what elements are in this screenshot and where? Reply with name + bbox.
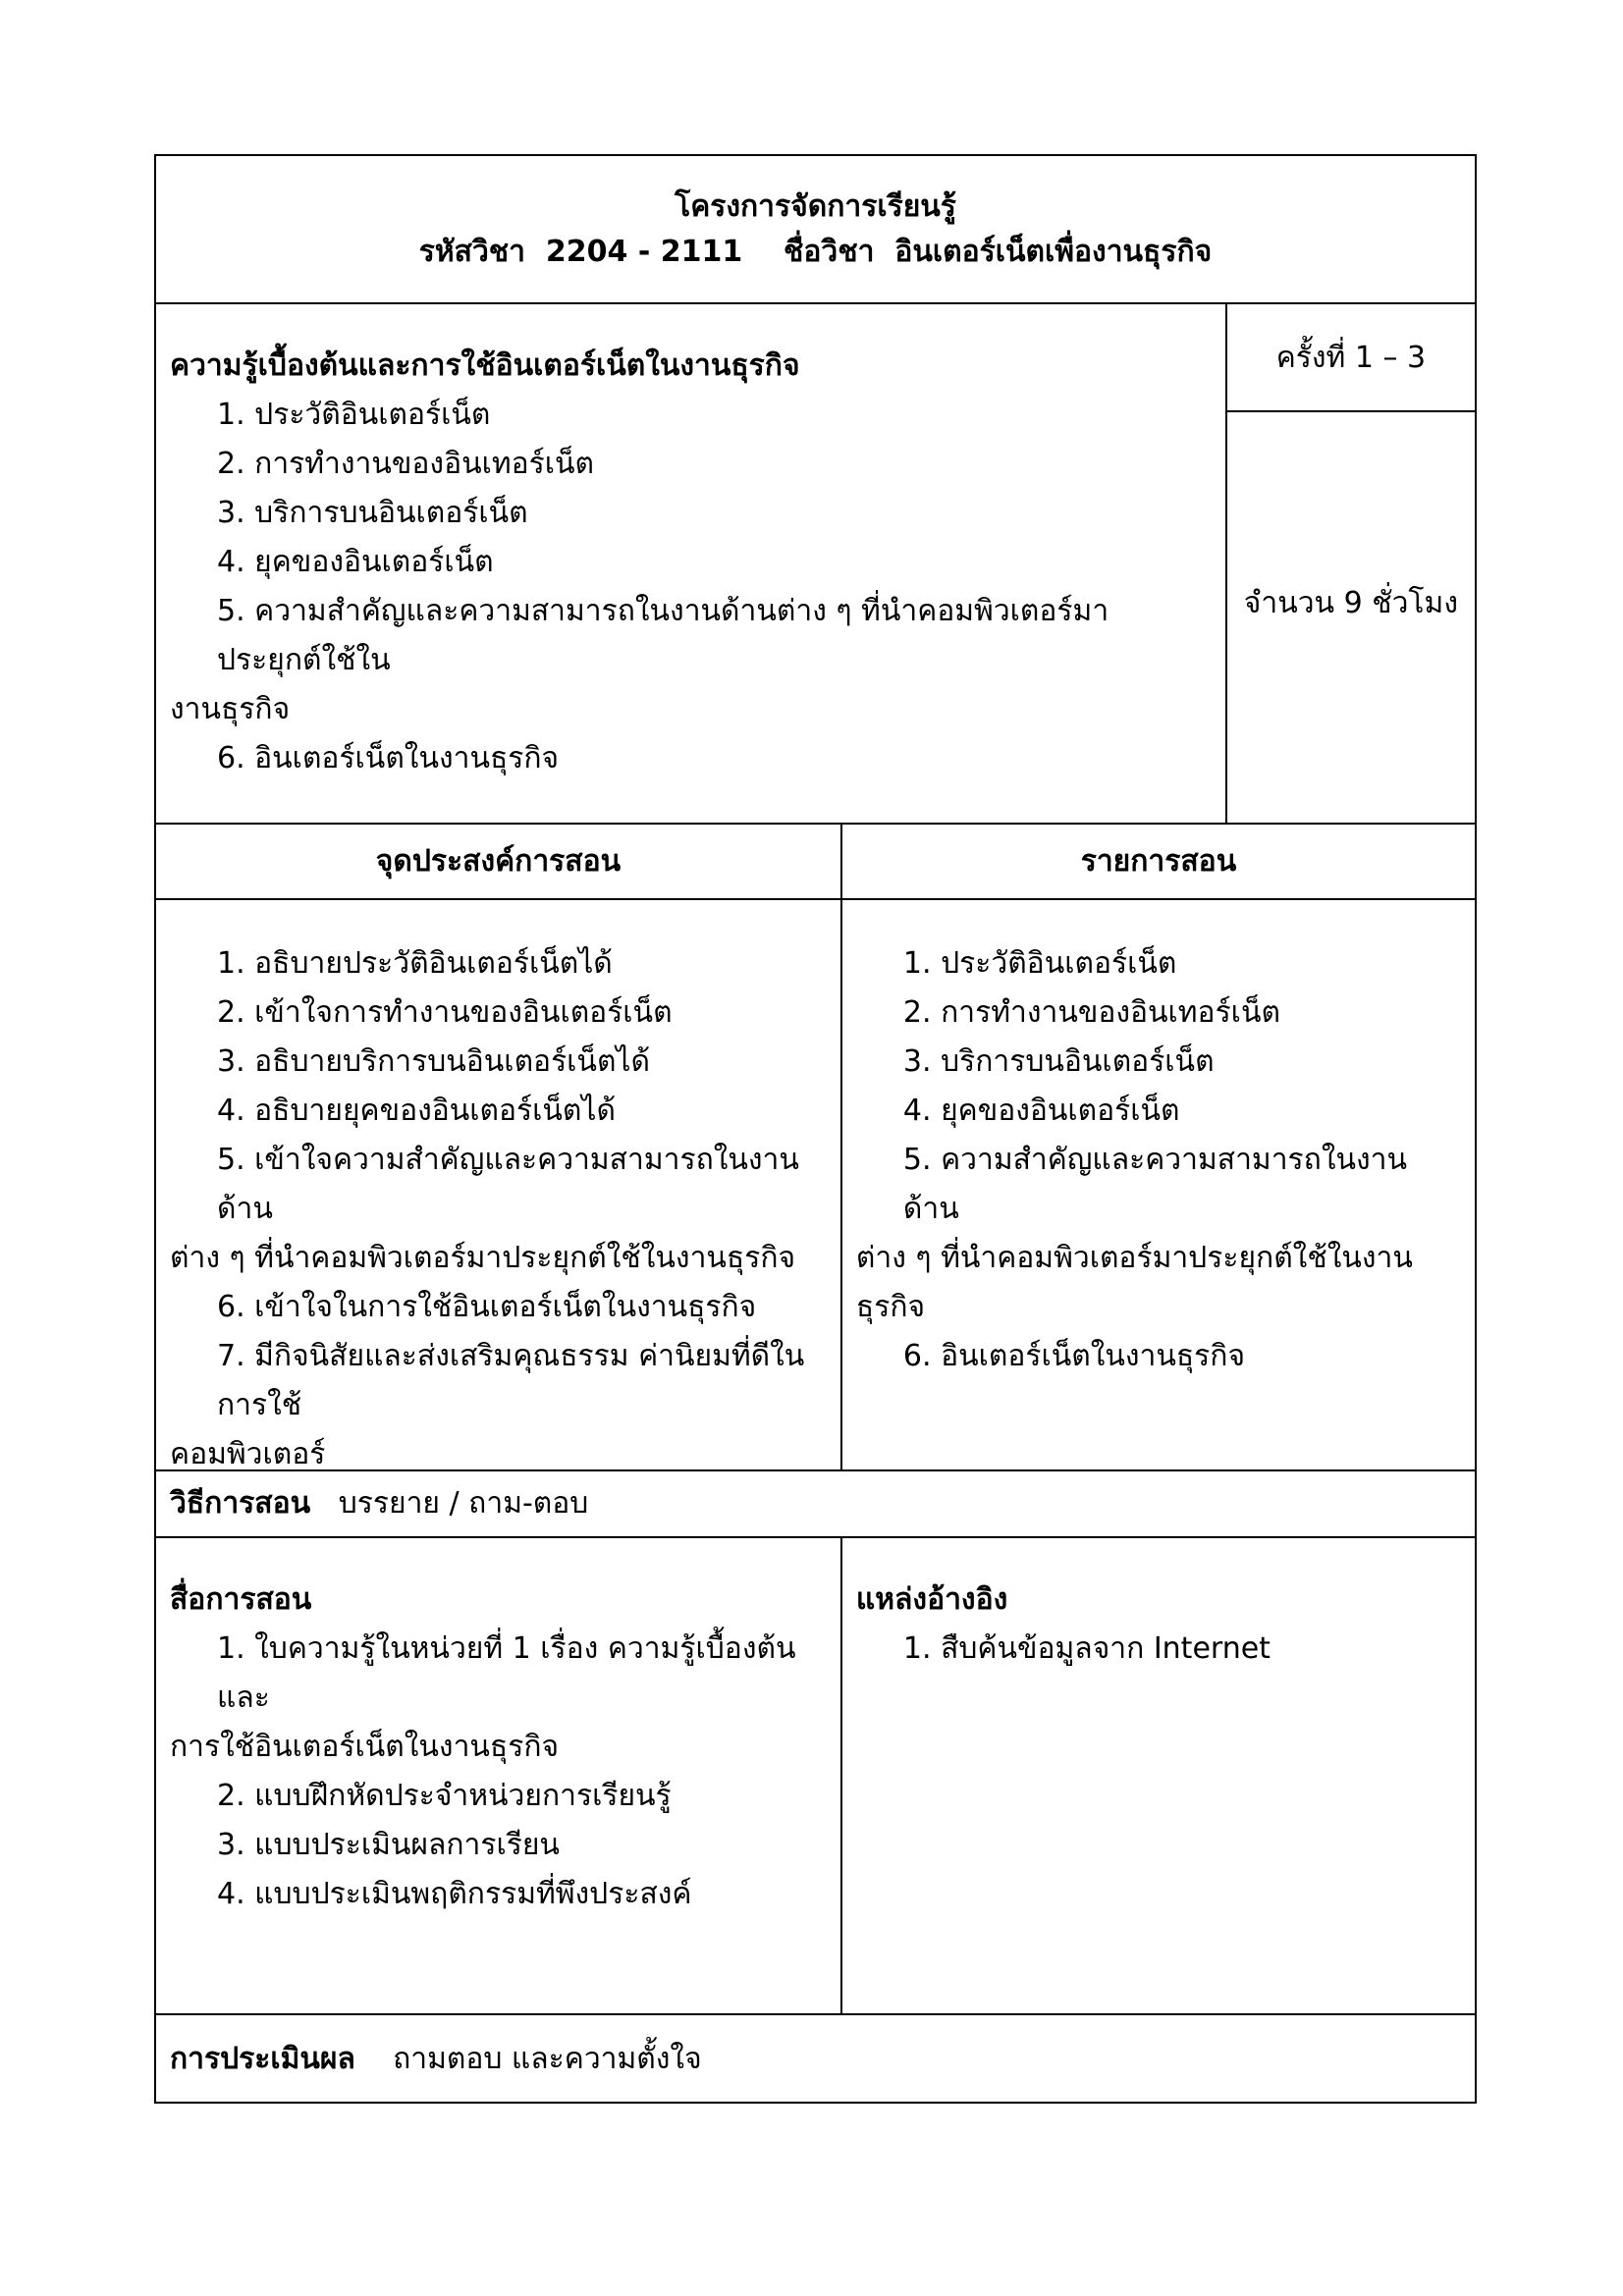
course-code: 2204 - 2111 — [545, 234, 743, 269]
objective-item: 3. อธิบายบริการบนอินเตอร์เน็ตได้ — [217, 1044, 650, 1079]
topic-item: 5. ความสำคัญและความสามารถในงานด้านต่าง ๆ ที่นำคอมพิวเตอร์มาประยุกต์ใช้ใน — [217, 594, 1109, 677]
objectives-heading-row — [156, 825, 1475, 900]
media-item-continuation: การใช้อินเตอร์เน็ตในงานธุรกิจ — [170, 1730, 560, 1764]
objective-item-continuation: คอมพิวเตอร์ — [170, 1437, 326, 1471]
objective-item-continuation: ต่าง ๆ ที่นำคอมพิวเตอร์มาประยุกต์ใช้ในงานธุรกิจ — [170, 1241, 796, 1275]
course-code-label: รหัสวิชา — [418, 234, 526, 269]
course-info-line — [419, 230, 1212, 275]
content-item: 4. ยุคของอินเตอร์เน็ต — [902, 1094, 1180, 1128]
document-title: โครงการจัดการเรียนรู้ — [675, 188, 956, 224]
topic-item: 6. อินเตอร์เน็ตในงานธุรกิจ — [217, 741, 560, 775]
topic-item: 4. ยุคของอินเตอร์เน็ต — [217, 545, 494, 579]
objectives-body-row — [156, 900, 1475, 1471]
content-item: 1. ประวัติอินเตอร์เน็ต — [902, 946, 1177, 981]
objective-item: 4. อธิบายยุคของอินเตอร์เน็ตได้ — [217, 1094, 616, 1128]
evaluation-value: ถามตอบ และความตั้งใจ — [393, 2041, 702, 2076]
contents-heading: รายการสอน — [1080, 844, 1237, 879]
references-heading: แหล่งอ้างอิง — [855, 1582, 1008, 1617]
content-item: 2. การทำงานของอินเทอร์เน็ต — [902, 995, 1280, 1030]
objective-item: 5. เข้าใจความสำคัญและความสามารถในงานด้าน — [217, 1143, 799, 1226]
objectives-list — [156, 900, 842, 1469]
topic-content — [156, 304, 1227, 823]
objective-item: 1. อธิบายประวัติอินเตอร์เน็ตได้ — [217, 946, 613, 981]
session-number: ครั้งที่ 1 – 3 — [1227, 304, 1475, 412]
topic-section — [156, 304, 1475, 825]
media-item: 3. แบบประเมินผลการเรียน — [217, 1828, 560, 1862]
topic-item: 1. ประวัติอินเตอร์เน็ต — [217, 398, 491, 432]
evaluation — [156, 2036, 716, 2082]
objectives-heading: จุดประสงค์การสอน — [156, 825, 842, 898]
teaching-method-value: บรรยาย / ถาม-ตอบ — [338, 1486, 589, 1521]
objective-item: 7. มีกิจนิสัยและส่งเสริมคุณธรรม ค่านิยมที่ดีในการใช้ — [217, 1339, 805, 1422]
teaching-method-row — [156, 1471, 1475, 1538]
content-item: 3. บริการบนอินเตอร์เน็ต — [902, 1044, 1215, 1079]
media-heading: สื่อการสอน — [170, 1582, 312, 1617]
teaching-method-label: วิธีการสอน — [170, 1486, 311, 1521]
hours-count: จำนวน 9 ชั่วโมง — [1243, 585, 1458, 620]
media-item: 1. ใบความรู้ในหน่วยที่ 1 เรื่อง ความรู้เบื้องต้นและ — [217, 1631, 796, 1715]
references — [842, 1538, 1475, 2013]
objective-item: 2. เข้าใจการทำงานของอินเตอร์เน็ต — [217, 995, 673, 1030]
teaching-method — [156, 1479, 602, 1528]
content-item: 6. อินเตอร์เน็ตในงานธุรกิจ — [902, 1339, 1246, 1373]
topic-item-continuation: งานธุรกิจ — [170, 692, 291, 726]
contents-list — [842, 900, 1475, 1469]
topic-meta — [1227, 304, 1475, 823]
lesson-plan-table — [154, 154, 1477, 2104]
media-item: 4. แบบประเมินพฤติกรรมที่พึงประสงค์ — [217, 1877, 692, 1911]
content-item: 5. ความสำคัญและความสามารถในงานด้าน — [902, 1143, 1407, 1226]
course-name-label: ชื่อวิชา — [784, 234, 875, 269]
evaluation-label: การประเมินผล — [170, 2041, 355, 2076]
media-item: 2. แบบฝึกหัดประจำหน่วยการเรียนรู้ — [217, 1779, 672, 1813]
content-item-continuation: ต่าง ๆ ที่นำคอมพิวเตอร์มาประยุกต์ใช้ในงานธุรกิจ — [855, 1241, 1413, 1324]
teaching-media — [156, 1538, 842, 2013]
evaluation-row — [156, 2015, 1475, 2102]
course-name: อินเตอร์เน็ตเพื่องานธุรกิจ — [894, 234, 1213, 269]
media-references-row — [156, 1538, 1475, 2015]
topic-item: 3. บริการบนอินเตอร์เน็ต — [217, 496, 528, 530]
reference-item: 1. สืบค้นข้อมูลจาก Internet — [902, 1631, 1271, 1666]
topic-item: 2. การทำงานของอินเทอร์เน็ต — [217, 447, 595, 481]
topic-title: ความรู้เบื้องต้นและการใช้อินเตอร์เน็ตในงานธุรกิจ — [170, 348, 800, 383]
objective-item: 6. เข้าใจในการใช้อินเตอร์เน็ตในงานธุรกิจ — [217, 1290, 757, 1324]
header-section — [156, 156, 1475, 304]
